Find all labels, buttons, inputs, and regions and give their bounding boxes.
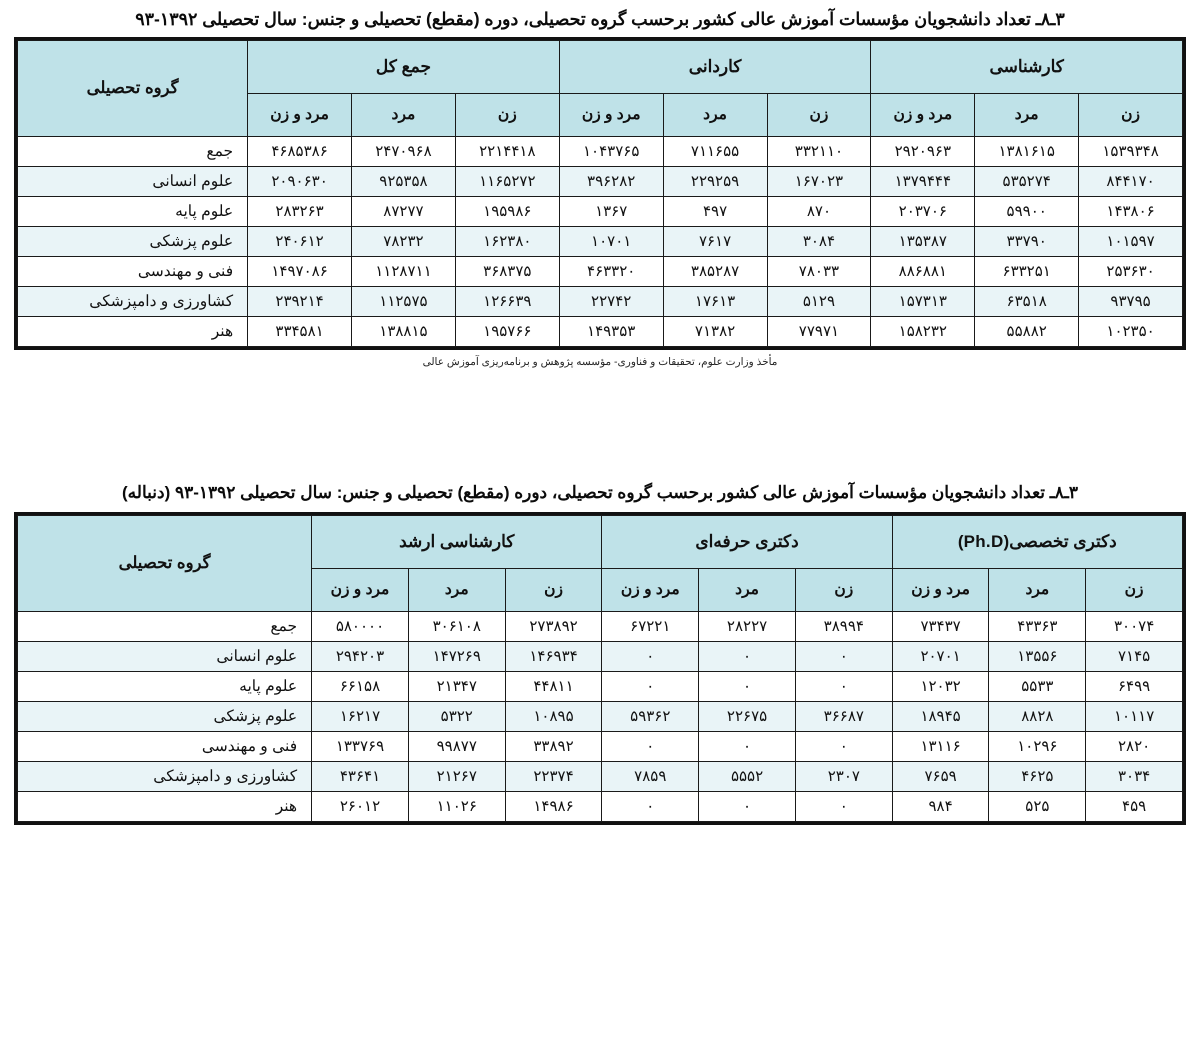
table1-sub-header-4: مرد <box>663 93 767 136</box>
table1-cell-5-7: ۱۱۲۵۷۵ <box>352 286 456 316</box>
table2-cell-1-0: ۷۱۴۵ <box>1086 641 1183 671</box>
table2-cell-3-3: ۳۶۶۸۷ <box>795 701 892 731</box>
table2-cell-4-3: ۰ <box>795 731 892 761</box>
table-row <box>18 611 1183 641</box>
table-row <box>18 226 1183 256</box>
table1-row-label-6: هنر <box>18 316 248 346</box>
table2-cell-4-1: ۱۰۲۹۶ <box>989 731 1086 761</box>
table1-row-label-2: علوم پایه <box>18 196 248 226</box>
table-row <box>18 731 1183 761</box>
table1-cell-4-8: ۱۴۹۷۰۸۶ <box>248 256 352 286</box>
table2-cell-0-4: ۲۸۲۲۷ <box>699 611 796 641</box>
table1-group-header-row <box>18 40 1183 93</box>
table2-cell-4-2: ۱۳۱۱۶ <box>892 731 989 761</box>
table1-group-header-1: کاردانی <box>559 40 871 93</box>
table-row <box>18 136 1183 166</box>
table1-head <box>18 40 1183 136</box>
table1-cell-1-6: ۱۱۶۵۲۷۲ <box>455 166 559 196</box>
table1-row-label-1: علوم انسانی <box>18 166 248 196</box>
table-row <box>18 196 1183 226</box>
table2-cell-6-4: ۰ <box>699 791 796 821</box>
table2-row-label-5: کشاورزی و دامپزشکی <box>18 761 312 791</box>
table1-cell-4-4: ۳۸۵۲۸۷ <box>663 256 767 286</box>
table1-row-label-4: فنی و مهندسی <box>18 256 248 286</box>
table1-sub-header-5: مرد و زن <box>559 93 663 136</box>
table2-cell-2-6: ۴۴۸۱۱ <box>505 671 602 701</box>
table1-sub-header-0: زن <box>1079 93 1183 136</box>
table2-sub-header-8: مرد و زن <box>312 568 409 611</box>
table1-cell-5-6: ۱۲۶۶۳۹ <box>455 286 559 316</box>
table1-cell-6-5: ۱۴۹۳۵۳ <box>559 316 663 346</box>
table2-title: ۳ـ۸ـ تعداد دانشجویان مؤسسات آموزش عالی کشور برحسب گروه تحصیلی، دوره (مقطع) تحصیلی و جنس: سال تحصیلی ۱۳۹۲-۹۳ (دنباله) <box>122 482 1078 502</box>
table1-cell-0-7: ۲۴۷۰۹۶۸ <box>352 136 456 166</box>
table1-cell-0-2: ۲۹۲۰۹۶۳ <box>871 136 975 166</box>
table1-cell-1-0: ۸۴۴۱۷۰ <box>1079 166 1183 196</box>
table2-sub-header-5: مرد و زن <box>602 568 699 611</box>
table2-cell-0-6: ۲۷۳۸۹۲ <box>505 611 602 641</box>
table-row <box>18 166 1183 196</box>
table2-cell-2-4: ۰ <box>699 671 796 701</box>
table2-cell-6-1: ۵۲۵ <box>989 791 1086 821</box>
table1-cell-1-8: ۲۰۹۰۶۳۰ <box>248 166 352 196</box>
table1-cell-3-2: ۱۳۵۳۸۷ <box>871 226 975 256</box>
table2-frame <box>14 512 1186 825</box>
table1-cell-2-3: ۸۷۰ <box>767 196 871 226</box>
table1-cell-1-4: ۲۲۹۲۵۹ <box>663 166 767 196</box>
table1-cell-5-4: ۱۷۶۱۳ <box>663 286 767 316</box>
table2-row-label-3: علوم پزشکی <box>18 701 312 731</box>
table1-cell-2-8: ۲۸۳۲۶۳ <box>248 196 352 226</box>
table2-cell-2-7: ۲۱۳۴۷ <box>408 671 505 701</box>
table2-group-header-2: کارشناسی ارشد <box>312 515 602 568</box>
table2-cell-5-7: ۲۱۲۶۷ <box>408 761 505 791</box>
table-row <box>18 256 1183 286</box>
table1-group-header-0: کارشناسی <box>871 40 1183 93</box>
table1-cell-1-3: ۱۶۷۰۲۳ <box>767 166 871 196</box>
table2-sub-header-2: مرد و زن <box>892 568 989 611</box>
table2-group-header-1: دکتری حرفه‌ای <box>602 515 892 568</box>
table2-cell-3-7: ۵۳۲۲ <box>408 701 505 731</box>
table2-cell-1-6: ۱۴۶۹۳۴ <box>505 641 602 671</box>
table1-cell-6-8: ۳۳۴۵۸۱ <box>248 316 352 346</box>
table1-sub-header-1: مرد <box>975 93 1079 136</box>
table2-cell-3-4: ۲۲۶۷۵ <box>699 701 796 731</box>
table1-group-header-2: جمع کل <box>248 40 560 93</box>
table2-cell-6-2: ۹۸۴ <box>892 791 989 821</box>
table-row <box>18 286 1183 316</box>
table1-cell-2-7: ۸۷۲۷۷ <box>352 196 456 226</box>
table2-group-header-row <box>18 515 1183 568</box>
table2-row-label-0: جمع <box>18 611 312 641</box>
table1-cell-3-6: ۱۶۲۳۸۰ <box>455 226 559 256</box>
table2-cell-2-1: ۵۵۳۳ <box>989 671 1086 701</box>
table1-sub-header-3: زن <box>767 93 871 136</box>
table2-cell-1-1: ۱۳۵۵۶ <box>989 641 1086 671</box>
table2-cell-5-1: ۴۶۲۵ <box>989 761 1086 791</box>
table1-cell-2-1: ۵۹۹۰۰ <box>975 196 1079 226</box>
table1-sub-header-6: زن <box>455 93 559 136</box>
table1-cell-6-3: ۷۷۹۷۱ <box>767 316 871 346</box>
table1-cell-5-2: ۱۵۷۳۱۳ <box>871 286 975 316</box>
table2-row-label-4: فنی و مهندسی <box>18 731 312 761</box>
table2-cell-2-5: ۰ <box>602 671 699 701</box>
table2-cell-0-3: ۳۸۹۹۴ <box>795 611 892 641</box>
section-spacer <box>0 368 1200 472</box>
table1-cell-6-2: ۱۵۸۲۳۲ <box>871 316 975 346</box>
table2-group-header-0: دکتری تخصصی(Ph.D) <box>892 515 1182 568</box>
table1-cell-0-0: ۱۵۳۹۳۴۸ <box>1079 136 1183 166</box>
table2-cell-6-8: ۲۶۰۱۲ <box>312 791 409 821</box>
table1-row-label-5: کشاورزی و دامپزشکی <box>18 286 248 316</box>
table2-cell-3-1: ۸۸۲۸ <box>989 701 1086 731</box>
table1-cell-4-0: ۲۵۳۶۳۰ <box>1079 256 1183 286</box>
table2-cell-4-4: ۰ <box>699 731 796 761</box>
table1-cell-2-0: ۱۴۳۸۰۶ <box>1079 196 1183 226</box>
table2-cell-1-4: ۰ <box>699 641 796 671</box>
table1-cell-1-7: ۹۲۵۳۵۸ <box>352 166 456 196</box>
table1-cell-3-1: ۳۳۷۹۰ <box>975 226 1079 256</box>
table2-sub-header-6: زن <box>505 568 602 611</box>
table1-row-label-3: علوم پزشکی <box>18 226 248 256</box>
table2-cell-1-5: ۰ <box>602 641 699 671</box>
table2-cell-1-3: ۰ <box>795 641 892 671</box>
table2-row-label-1: علوم انسانی <box>18 641 312 671</box>
table1-row-label-0: جمع <box>18 136 248 166</box>
table2-cell-5-8: ۴۳۶۴۱ <box>312 761 409 791</box>
table1-cell-4-3: ۷۸۰۳۳ <box>767 256 871 286</box>
table1-cell-5-1: ۶۳۵۱۸ <box>975 286 1079 316</box>
table2-cell-0-1: ۴۳۳۶۳ <box>989 611 1086 641</box>
table1 <box>17 40 1183 347</box>
table1-cell-6-1: ۵۵۸۸۲ <box>975 316 1079 346</box>
table1-cell-0-6: ۲۲۱۴۴۱۸ <box>455 136 559 166</box>
table-row <box>18 701 1183 731</box>
table1-cell-0-3: ۳۳۲۱۱۰ <box>767 136 871 166</box>
table1-corner-header: گروه تحصیلی <box>18 40 248 136</box>
table1-title: ۳ـ۸ـ تعداد دانشجویان مؤسسات آموزش عالی کشور برحسب گروه تحصیلی، دوره (مقطع) تحصیلی و جنس: سال تحصیلی ۱۳۹۲-۹۳ <box>135 9 1065 29</box>
table2-cell-6-3: ۰ <box>795 791 892 821</box>
table2-cell-0-8: ۵۸۰۰۰۰ <box>312 611 409 641</box>
table2-cell-3-5: ۵۹۳۶۲ <box>602 701 699 731</box>
table2-cell-4-0: ۲۸۲۰ <box>1086 731 1183 761</box>
table1-cell-4-2: ۸۸۶۸۸۱ <box>871 256 975 286</box>
table-row <box>18 791 1183 821</box>
table1-cell-3-5: ۱۰۷۰۱ <box>559 226 663 256</box>
table1-cell-0-5: ۱۰۴۳۷۶۵ <box>559 136 663 166</box>
table2-sub-header-3: زن <box>795 568 892 611</box>
table1-cell-6-0: ۱۰۲۳۵۰ <box>1079 316 1183 346</box>
table-row <box>18 316 1183 346</box>
table2-sub-header-0: زن <box>1086 568 1183 611</box>
table1-cell-5-0: ۹۳۷۹۵ <box>1079 286 1183 316</box>
table1-cell-5-5: ۲۲۷۴۲ <box>559 286 663 316</box>
table2-cell-4-5: ۰ <box>602 731 699 761</box>
table1-sub-header-7: مرد <box>352 93 456 136</box>
table2-cell-4-7: ۹۹۸۷۷ <box>408 731 505 761</box>
table2-sub-header-1: مرد <box>989 568 1086 611</box>
table1-cell-3-8: ۲۴۰۶۱۲ <box>248 226 352 256</box>
table1-cell-0-8: ۴۶۸۵۳۸۶ <box>248 136 352 166</box>
table2-cell-0-2: ۷۳۴۳۷ <box>892 611 989 641</box>
table1-cell-5-8: ۲۳۹۲۱۴ <box>248 286 352 316</box>
table1-body <box>18 136 1183 346</box>
table1-cell-1-2: ۱۳۷۹۴۴۴ <box>871 166 975 196</box>
table2-cell-2-0: ۶۴۹۹ <box>1086 671 1183 701</box>
table2-cell-5-0: ۳۰۳۴ <box>1086 761 1183 791</box>
table1-cell-3-3: ۳۰۸۴ <box>767 226 871 256</box>
table1-cell-0-1: ۱۳۸۱۶۱۵ <box>975 136 1079 166</box>
table2-head <box>18 515 1183 611</box>
table1-sub-header-8: مرد و زن <box>248 93 352 136</box>
table2-cell-2-3: ۰ <box>795 671 892 701</box>
table1-cell-6-7: ۱۳۸۸۱۵ <box>352 316 456 346</box>
table2-body <box>18 611 1183 821</box>
table1-cell-1-5: ۳۹۶۲۸۲ <box>559 166 663 196</box>
table2-cell-5-6: ۲۲۳۷۴ <box>505 761 602 791</box>
table1-cell-2-4: ۴۹۷ <box>663 196 767 226</box>
table2-cell-5-2: ۷۶۵۹ <box>892 761 989 791</box>
table2-cell-6-0: ۴۵۹ <box>1086 791 1183 821</box>
table2-cell-3-6: ۱۰۸۹۵ <box>505 701 602 731</box>
table2-cell-0-5: ۶۷۲۲۱ <box>602 611 699 641</box>
table2-cell-6-7: ۱۱۰۲۶ <box>408 791 505 821</box>
table-row <box>18 641 1183 671</box>
table2-corner-header: گروه تحصیلی <box>18 515 312 611</box>
table1-cell-2-2: ۲۰۳۷۰۶ <box>871 196 975 226</box>
table1-cell-4-1: ۶۳۳۲۵۱ <box>975 256 1079 286</box>
table2-cell-3-8: ۱۶۲۱۷ <box>312 701 409 731</box>
table1-cell-4-6: ۳۶۸۳۷۵ <box>455 256 559 286</box>
table2-row-label-6: هنر <box>18 791 312 821</box>
table1-cell-2-5: ۱۳۶۷ <box>559 196 663 226</box>
table2-cell-6-5: ۰ <box>602 791 699 821</box>
table2-cell-4-6: ۳۳۸۹۲ <box>505 731 602 761</box>
table1-cell-1-1: ۵۳۵۲۷۴ <box>975 166 1079 196</box>
table1-frame <box>14 37 1186 350</box>
table2-sub-header-7: مرد <box>408 568 505 611</box>
table1-section <box>0 0 1200 368</box>
table2-cell-5-3: ۲۳۰۷ <box>795 761 892 791</box>
table1-cell-6-6: ۱۹۵۷۶۶ <box>455 316 559 346</box>
table2 <box>17 515 1183 822</box>
table1-cell-2-6: ۱۹۵۹۸۶ <box>455 196 559 226</box>
table1-source-note: مأخذ وزارت علوم، تحقیقات و فناوری- مؤسسه پژوهش و برنامه‌ریزی آموزش عالی <box>422 355 778 368</box>
table1-cell-3-4: ۷۶۱۷ <box>663 226 767 256</box>
table2-cell-0-7: ۳۰۶۱۰۸ <box>408 611 505 641</box>
table2-cell-3-2: ۱۸۹۴۵ <box>892 701 989 731</box>
table2-cell-2-2: ۱۲۰۳۲ <box>892 671 989 701</box>
table1-cell-0-4: ۷۱۱۶۵۵ <box>663 136 767 166</box>
table2-row-label-2: علوم پایه <box>18 671 312 701</box>
table1-cell-3-0: ۱۰۱۵۹۷ <box>1079 226 1183 256</box>
table1-cell-4-7: ۱۱۲۸۷۱۱ <box>352 256 456 286</box>
table1-cell-3-7: ۷۸۲۳۲ <box>352 226 456 256</box>
table2-cell-5-5: ۷۸۵۹ <box>602 761 699 791</box>
table1-cell-6-4: ۷۱۳۸۲ <box>663 316 767 346</box>
table2-cell-1-7: ۱۴۷۲۶۹ <box>408 641 505 671</box>
table2-cell-3-0: ۱۰۱۱۷ <box>1086 701 1183 731</box>
table2-cell-5-4: ۵۵۵۲ <box>699 761 796 791</box>
table1-sub-header-2: مرد و زن <box>871 93 975 136</box>
table2-cell-6-6: ۱۴۹۸۶ <box>505 791 602 821</box>
table2-section <box>0 472 1200 825</box>
table2-cell-0-0: ۳۰۰۷۴ <box>1086 611 1183 641</box>
table2-cell-1-2: ۲۰۷۰۱ <box>892 641 989 671</box>
table2-cell-1-8: ۲۹۴۲۰۳ <box>312 641 409 671</box>
table2-sub-header-4: مرد <box>699 568 796 611</box>
table-row <box>18 671 1183 701</box>
table-row <box>18 761 1183 791</box>
table1-cell-4-5: ۴۶۳۳۲۰ <box>559 256 663 286</box>
table2-cell-4-8: ۱۳۳۷۶۹ <box>312 731 409 761</box>
table1-cell-5-3: ۵۱۲۹ <box>767 286 871 316</box>
table2-cell-2-8: ۶۶۱۵۸ <box>312 671 409 701</box>
